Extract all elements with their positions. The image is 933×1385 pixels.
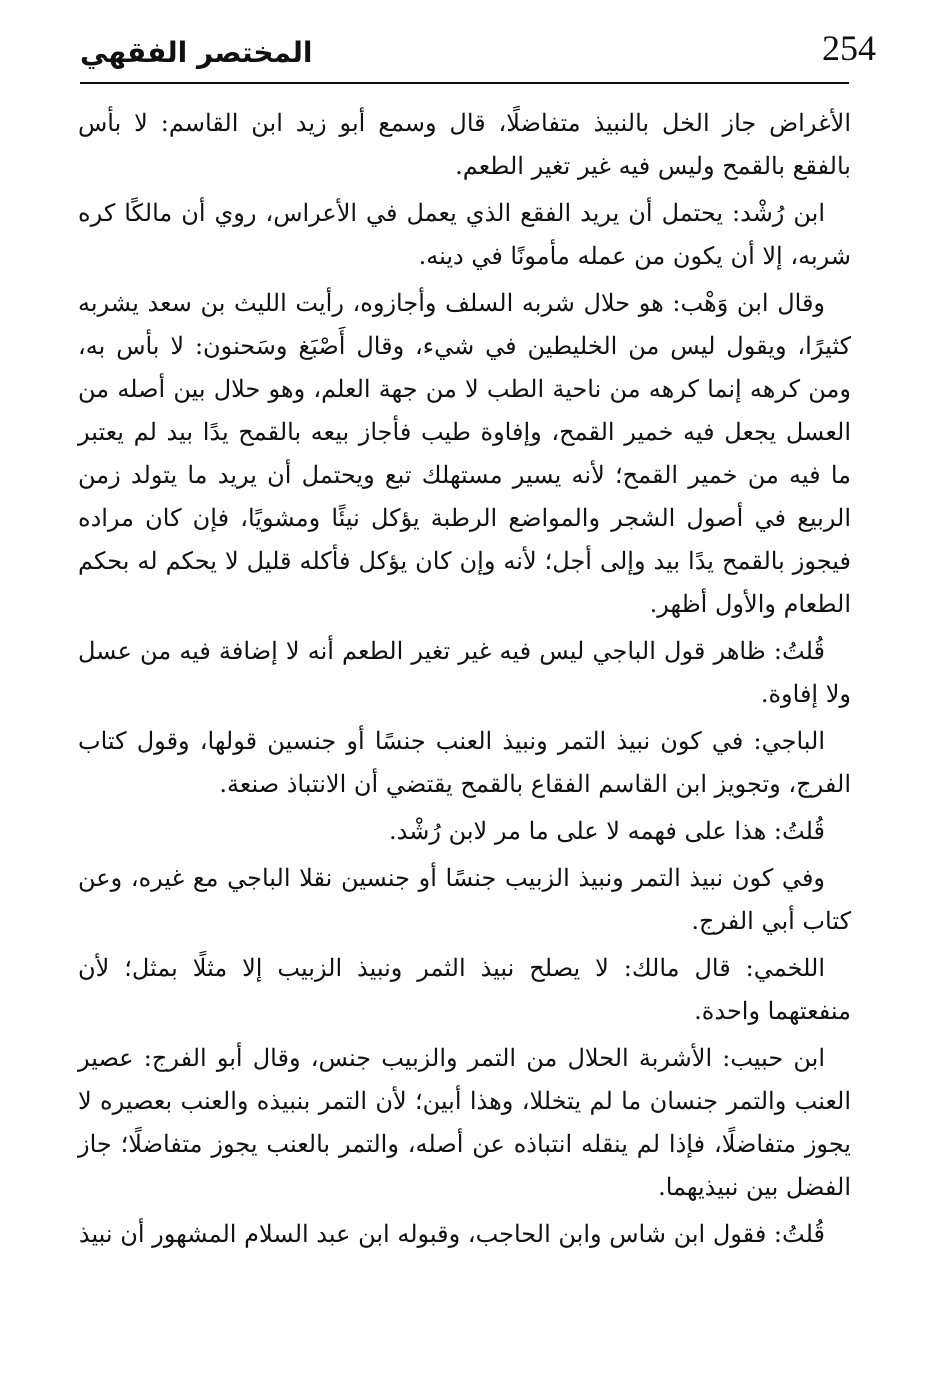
header-rule (80, 82, 849, 84)
paragraph: الباجي: في كون نبيذ التمر ونبيذ العنب جنسًا أو جنسين قولها، وقول كتاب الفرج، وتجويز ابن القاسم الفقاع بالقمح يقتضي أن الانتباذ صنعة. (78, 727, 851, 798)
paragraph: وقال ابن وَهْب: هو حلال شربه السلف وأجازوه، رأيت الليث بن سعد يشربه كثيرًا، ويقول ليس من الخليطين في شيء، وقال أَصْبَغ وسَحنون: لا بأس به، ومن كرهه إنما كرهه من ناحية الطب لا من جهة العلم، وهو حلال بين أصله من العسل يجعل فيه خمير القمح، وإفاوة طيب فأجاز بيعه بالقمح يدًا بيد لم يعتبر ما فيه من خمير القمح؛ لأنه يسير مستهلك تبع ويحتمل أن يريد ما يتولد زمن الربيع في أصول الشجر والمواضع الرطبة يؤكل نيئًا ومشويًا، فإن كان مراده فيجوز بالقمح يدًا بيد وإلى أجل؛ لأنه وإن كان يؤكل فأكله قليل لا يحكم له بحكم الطعام والأول أظهر. (78, 289, 852, 618)
page-body (78, 102, 851, 1260)
paragraph: الأغراض جاز الخل بالنبيذ متفاضلًا، قال وسمع أبو زيد ابن القاسم: لا بأس بالفقع بالقمح وليس فيه غير تغير الطعم. (78, 109, 851, 180)
paragraph: وفي كون نبيذ التمر ونبيذ الزبيب جنسًا أو جنسين نقلا الباجي مع غيره، وعن كتاب أبي الفرج. (78, 864, 851, 935)
paragraph: ابن حبيب: الأشربة الحلال من التمر والزبيب جنس، وقال أبو الفرج: عصير العنب والتمر جنسان ما لم يتخللا، وهذا أبين؛ لأن التمر بنبيذه والعنب بعصيره لا يجوز متفاضلًا، فإذا لم ينقله انتباذه عن أصله، والتمر بالعنب يجوز متفاضلًا؛ جاز الفضل بين نبيذيهما. (78, 1044, 851, 1201)
paragraph: قُلتُ: هذا على فهمه لا على ما مر لابن رُشْد. (389, 817, 825, 845)
page-number: 254 (822, 28, 876, 68)
running-title: المختصر الفقهي (80, 36, 313, 69)
paragraph: اللخمي: قال مالك: لا يصلح نبيذ الثمر ونبيذ الزبيب إلا مثلًا بمثل؛ لأن منفعتهما واحدة. (78, 954, 851, 1025)
paragraph: قُلتُ: ظاهر قول الباجي ليس فيه غير تغير الطعم أنه لا إضافة فيه من عسل ولا إفاوة. (78, 637, 851, 708)
page-header (80, 22, 876, 84)
paragraph: قُلتُ: فقول ابن شاس وابن الحاجب، وقبوله ابن عبد السلام المشهور أن نبيذ (78, 1220, 825, 1248)
paragraph: ابن رُشْد: يحتمل أن يريد الفقع الذي يعمل في الأعراس، روي أن مالكًا كره شربه، إلا أن يكون من عمله مأمونًا في دينه. (78, 199, 851, 270)
